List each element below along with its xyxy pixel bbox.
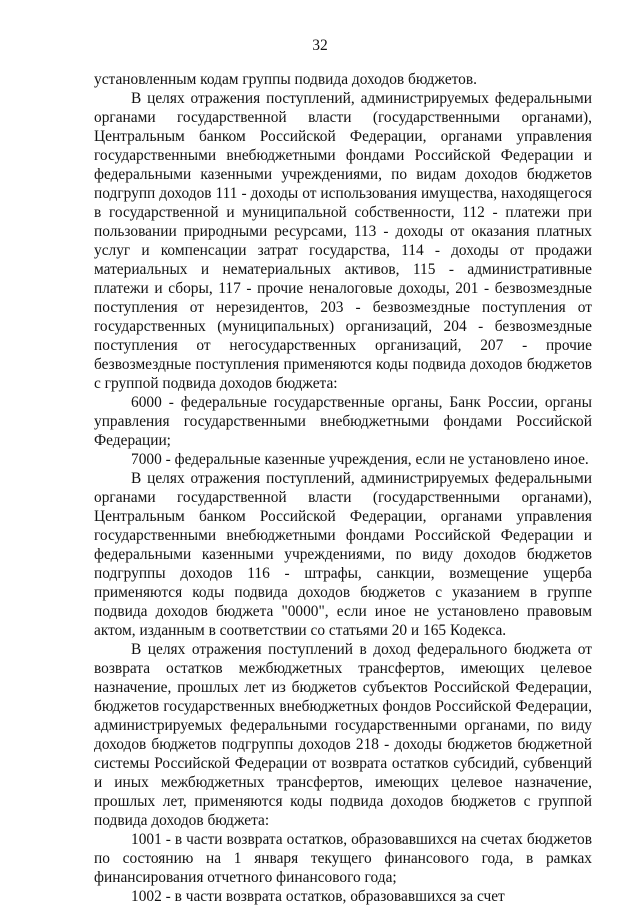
paragraph: В целях отражения поступлений, администрируемых федеральными органами государственной власти (государственными органами), Центральным банком Российской Федерации, органами управления государственными внебюджетными фондами Российской Федерации и федеральными казенными учреждениями, по виду доходов бюджетов подгруппы доходов 116 - штрафы, санкции, возмещение ущерба применяются коды подвида доходов бюджетов с указанием в группе подвида доходов бюджета "0000", если иное не установлено правовым актом, изданным в соответствии со статьями 20 и 165 Кодекса. (94, 470, 592, 639)
document-body (94, 70, 592, 906)
paragraph: 7000 - федеральные казенные учреждения, если не установлено иное. (131, 451, 589, 468)
paragraph: 6000 - федеральные государственные органы, Банк России, органы управления государственными внебюджетными фондами Российской Федерации; (94, 394, 592, 449)
paragraph: В целях отражения поступлений, администрируемых федеральными органами государственной власти (государственными органами), Центральным банком Российской Федерации, органами управления государственными внебюджетными фондами Российской Федерации и федеральными казенными учреждениями, по видам доходов бюджетов подгрупп доходов 111 - доходы от использования имущества, находящегося в государственной и муниципальной собственности, 112 - платежи при пользовании природными ресурсами, 113 - доходы от оказания платных услуг и компенсации затрат государства, 114 - доходы от продажи материальных и нематериальных активов, 115 - административные платежи и сборы, 117 - прочие неналоговые доходы, 201 - безвозмездные поступления от нерезидентов, 203 - безвозмездные поступления от государственных (муниципальных) организаций, 204 - безвозмездные поступления от негосударственных организаций, 207 - прочие безвозмездные поступления применяются коды подвида доходов бюджетов с группой подвида доходов бюджета: (94, 90, 592, 392)
paragraph: 1002 - в части возврата остатков, образовавшихся за счет (131, 888, 505, 905)
paragraph: установленным кодам группы подвида доходов бюджетов. (94, 71, 477, 88)
paragraph: В целях отражения поступлений в доход федерального бюджета от возврата остатков межбюджетных трансфертов, имеющих целевое назначение, прошлых лет из бюджетов субъектов Российской Федерации, бюджетов государственных внебюджетных фондов Российской Федерации, администрируемых федеральными государственными органами, по виду доходов бюджетов подгруппы доходов 218 - доходы бюджетов бюджетной системы Российской Федерации от возврата остатков субсидий, субвенций и иных межбюджетных трансфертов, имеющих целевое назначение, прошлых лет, применяются коды подвида доходов бюджетов с группой подвида доходов бюджета: (94, 641, 592, 829)
page-number: 32 (312, 37, 328, 54)
paragraph: 1001 - в части возврата остатков, образовавшихся на счетах бюджетов по состоянию на 1 января текущего финансового года, в рамках финансирования отчетного финансового года; (94, 831, 592, 886)
